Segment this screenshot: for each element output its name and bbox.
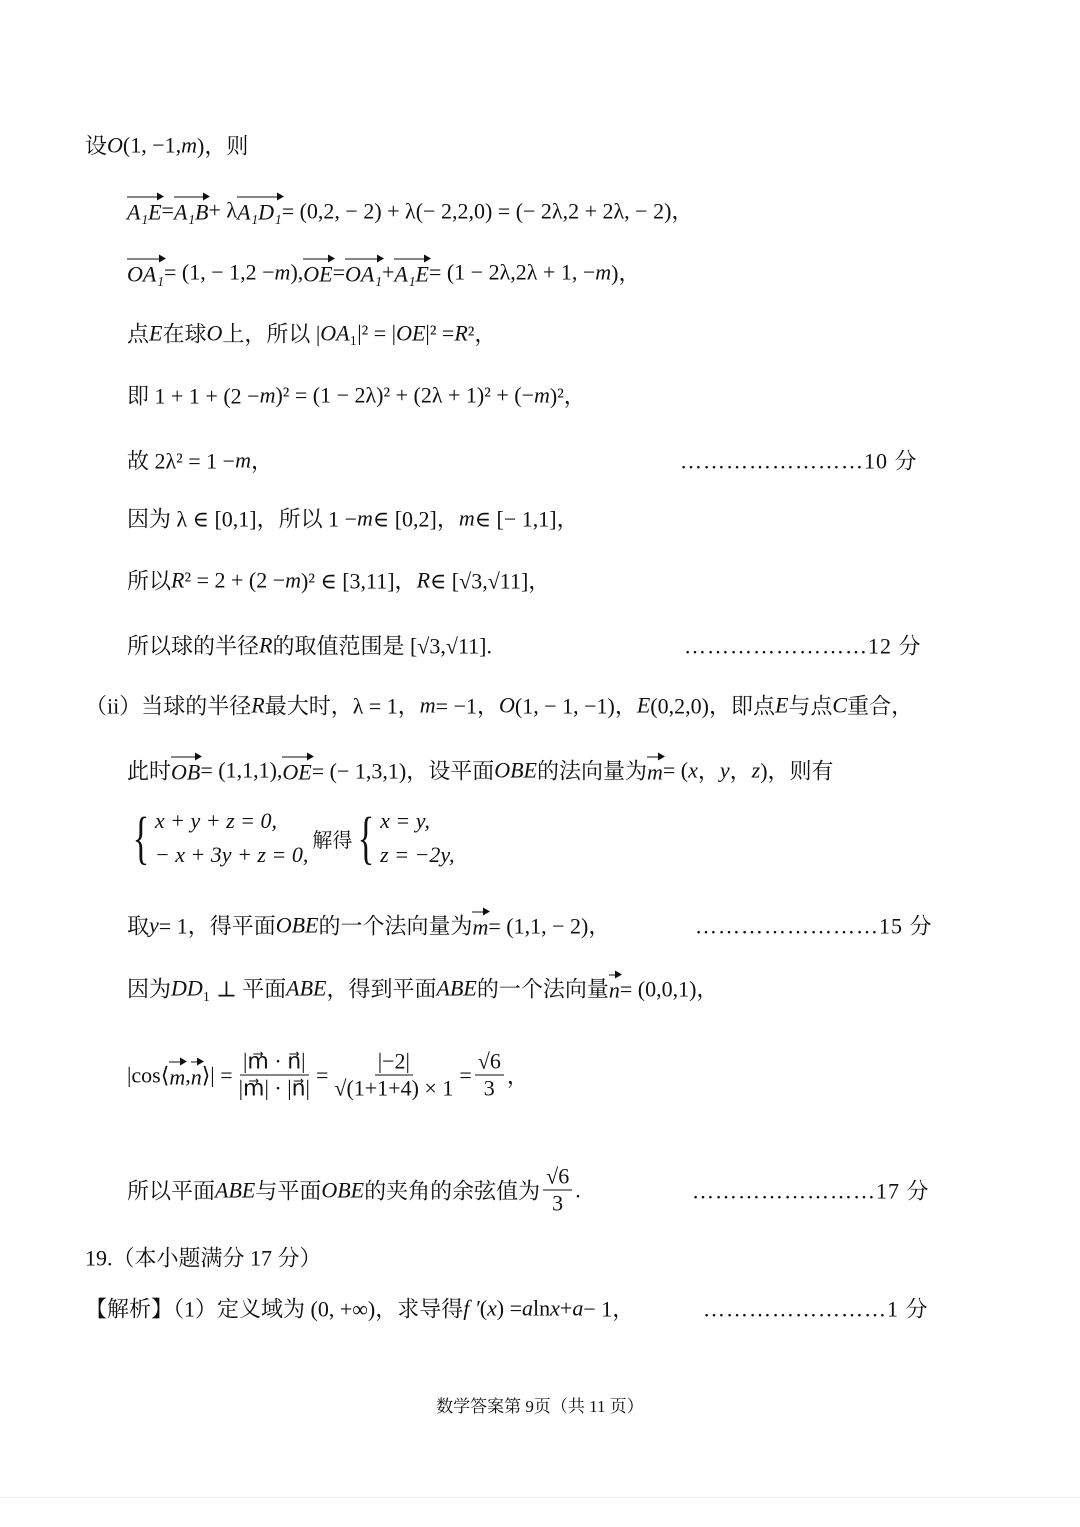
math-variable: O [107, 132, 123, 157]
math-variable: OBE [321, 1177, 365, 1202]
text-run: = [459, 1062, 472, 1087]
text-run: 所以球的半径 [127, 633, 260, 659]
fraction [236, 1049, 313, 1102]
text-run: 因为 λ ∈ [0,1]，所以 1 − [127, 506, 358, 532]
text-run: )² = (1 − 2λ)² + (2λ + 1)² + (− [275, 382, 534, 407]
math-variable: a [522, 1295, 534, 1320]
solution-line [127, 755, 834, 786]
text-run: 与平面 [255, 1178, 322, 1204]
math-variable: ABE [286, 975, 327, 1000]
math-variable: OBE [275, 912, 319, 937]
math-variable: OA [320, 320, 350, 345]
math-variable: DD [171, 975, 203, 1000]
text-run: |cos⟨ [127, 1062, 170, 1087]
text-run: 上，所以 | [222, 321, 321, 347]
solution-1: x = y, [380, 808, 430, 833]
math-variable: m [235, 447, 251, 472]
text-run: )，则有 [760, 758, 834, 784]
score-mark: ……………………10 分 [680, 448, 918, 474]
math-variable: a [572, 1295, 584, 1320]
vector: OE [303, 257, 332, 287]
text-run: (0,2,0)，即点 [650, 693, 775, 719]
fraction [475, 1049, 504, 1102]
text-run: ，得到平面 [326, 976, 437, 1002]
text-run: |² = [425, 320, 455, 345]
vector: A₁E [394, 257, 429, 287]
text-run: (1, −1, [122, 132, 182, 157]
solution-line [127, 1049, 529, 1102]
math-variable: z [751, 757, 761, 782]
text-run: ₁|² = | [349, 320, 397, 345]
denominator: |m⃗| · |n⃗| [238, 1075, 310, 1101]
text-run: , [185, 1062, 191, 1087]
score-mark: ……………………1 分 [703, 1296, 929, 1322]
text-run: − 1， [583, 1296, 635, 1322]
text-run: 设 [85, 133, 108, 159]
solution-line [127, 1164, 581, 1217]
math-variable: m [595, 259, 612, 284]
math-variable: m [357, 505, 373, 530]
text-run: 的一个法向量 [476, 976, 609, 1002]
math-variable: y [719, 757, 730, 782]
vector: m [472, 910, 488, 940]
math-variable: OBE [494, 757, 537, 782]
text-run: = ( [662, 757, 689, 782]
denominator: √(1+1+4) × 1 [334, 1075, 454, 1101]
text-run: （ii）当球的半径 [85, 693, 252, 719]
solution-line [127, 318, 496, 349]
text-run: + [559, 1295, 573, 1320]
text-run: )²， [549, 383, 586, 409]
vector: m [169, 1060, 185, 1090]
text-run: ² = 2 + (2 − [184, 567, 286, 592]
text-run: (1, − 1, −1)， [514, 693, 637, 719]
text-run: 重合， [847, 693, 914, 719]
text-run: ln [533, 1295, 551, 1320]
text-run: ∈ [0,2]， [372, 506, 459, 532]
vector: m [647, 755, 663, 785]
text-run: 即 1 + 1 + (2 − [127, 383, 260, 409]
math-variable: ABE [436, 975, 477, 1000]
math-variable: OE [396, 320, 426, 345]
vector: A₁B [174, 195, 209, 225]
text-run: + λ [208, 197, 238, 222]
solution-line [127, 630, 492, 661]
equation-2: − x + 3y + z = 0, [154, 842, 309, 867]
text-run: + [382, 259, 395, 284]
text-run: ⟩| = [201, 1062, 233, 1087]
math-variable: O [206, 320, 223, 345]
text-run: 在球 [162, 321, 207, 347]
score-mark: ……………………15 分 [695, 913, 933, 939]
vector: n [191, 1060, 202, 1090]
denominator: 3 [552, 1190, 564, 1216]
vector: n [609, 973, 620, 1003]
text-run: = (− 1,3,1)，设平面 [311, 758, 495, 784]
math-variable: x [688, 757, 698, 782]
text-run: 【解析】（1）定义域为 (0, +∞)，求导得 [85, 1296, 464, 1322]
text-run: ²， [467, 321, 497, 347]
text-run: 点 [127, 321, 150, 347]
solution-line [127, 195, 693, 226]
text-run: ， [697, 758, 720, 784]
math-variable: C [832, 692, 848, 717]
text-run: = (1,1,1), [200, 757, 283, 782]
text-run: ∈ [√3,√11]， [430, 568, 551, 594]
equation-1: x + y + z = 0, [154, 808, 277, 833]
solution-line [85, 1293, 634, 1324]
solution-line [85, 690, 913, 721]
text-run: )² ∈ [3,11]， [301, 568, 417, 594]
text-run: ∈ [− 1,1]， [474, 506, 579, 532]
solve-label: 解得 [312, 829, 353, 852]
vector: OA₁ [345, 257, 382, 287]
text-run: ₁ ⊥ 平面 [202, 976, 287, 1002]
text-run: 的法向量为 [536, 758, 647, 784]
text-run: ), [290, 259, 304, 284]
math-variable: m [259, 382, 276, 407]
math-variable: y [149, 912, 159, 937]
text-run: 的一个法向量为 [318, 913, 473, 939]
text-run: = [161, 197, 174, 222]
math-variable: x [550, 1295, 560, 1320]
text-run: )， [611, 260, 641, 286]
right-brace: { [357, 805, 375, 870]
text-run: = [332, 259, 346, 284]
fraction [543, 1164, 572, 1217]
equation-system [127, 805, 455, 870]
solution-2: z = −2y, [380, 842, 455, 867]
math-variable: R [259, 632, 273, 657]
text-run: 所以 [127, 568, 172, 594]
vector: A₁D₁ [237, 195, 282, 225]
text-run: 的夹角的余弦值为 [364, 1178, 541, 1204]
text-run: = 1，得平面 [158, 913, 276, 939]
text-run: 最大时，λ = 1， [264, 693, 420, 719]
text-run: = (1, − 1,2 − [163, 259, 275, 284]
math-variable: m [533, 382, 550, 407]
text-run: = (1,1, − 2)， [488, 913, 611, 939]
math-variable: m [181, 132, 198, 157]
left-brace: { [132, 805, 150, 870]
math-variable: f ′ [463, 1295, 480, 1320]
math-variable: m [274, 259, 291, 284]
solution-line [127, 380, 586, 411]
math-variable: E [149, 320, 163, 345]
math-variable: m [285, 567, 302, 592]
solution-line [85, 130, 248, 161]
solution-line [127, 257, 640, 288]
numerator: √6 [475, 1049, 504, 1076]
math-variable: R [171, 567, 185, 592]
denominator: 3 [483, 1075, 495, 1101]
text-run: = (0,2, − 2) + λ(− 2,2,0) = (− 2λ,2 + 2λ, − 2)， [281, 198, 694, 224]
text-run: ( [479, 1295, 488, 1320]
text-run: 与点 [788, 693, 833, 719]
text-run: 所以平面 [127, 1178, 216, 1204]
score-mark: ……………………17 分 [692, 1178, 930, 1204]
text-run: . [575, 1177, 581, 1202]
solution-line [85, 1242, 322, 1273]
text-run: ) = [496, 1295, 523, 1320]
math-variable: O [498, 692, 515, 717]
math-variable: R [416, 567, 431, 592]
text-run: = [315, 1062, 329, 1087]
math-variable: E [774, 692, 789, 717]
math-variable: ABE [215, 1177, 256, 1202]
solution-line [127, 445, 273, 476]
solution-line [127, 910, 610, 941]
text-run: 因为 [127, 976, 172, 1002]
page-footer: 数学答案第 9页（共 11 页） [436, 1397, 644, 1416]
text-run: 此时 [127, 758, 172, 784]
vector: OE [282, 755, 311, 785]
text-run: ， [729, 758, 752, 784]
solution-line [127, 565, 550, 596]
solution-line [127, 973, 718, 1004]
math-variable: E [636, 692, 651, 717]
math-variable: R [454, 320, 468, 345]
vector: OA₁ [127, 257, 164, 287]
text-run: 故 2λ² = 1 − [127, 448, 236, 474]
text-run: = (1 − 2λ,2λ + 1, − [428, 259, 596, 284]
numerator: √6 [543, 1164, 572, 1191]
numerator: |−2| [375, 1049, 413, 1076]
text-run: ， [506, 1063, 529, 1089]
vector: OB [171, 755, 200, 785]
math-variable: m [458, 505, 475, 530]
text-run: ， [250, 448, 273, 474]
text-run: = −1， [435, 693, 499, 719]
text-run: 的取值范围是 [√3,√11]. [272, 633, 492, 659]
math-variable: m [419, 692, 436, 717]
math-variable: R [251, 692, 265, 717]
text-run: = (0,0,1)， [619, 976, 719, 1002]
vector: A₁E [127, 195, 162, 225]
numerator: |m⃗ · n⃗| [240, 1049, 309, 1076]
text-run: 19.（本小题满分 17 分） [85, 1245, 322, 1271]
fraction [331, 1049, 456, 1102]
solution-line [127, 503, 579, 534]
math-variable: x [487, 1295, 497, 1320]
text-run: 取 [127, 913, 150, 939]
text-run: )，则 [197, 133, 249, 159]
score-mark: ……………………12 分 [684, 633, 922, 659]
divider [0, 1497, 1080, 1498]
